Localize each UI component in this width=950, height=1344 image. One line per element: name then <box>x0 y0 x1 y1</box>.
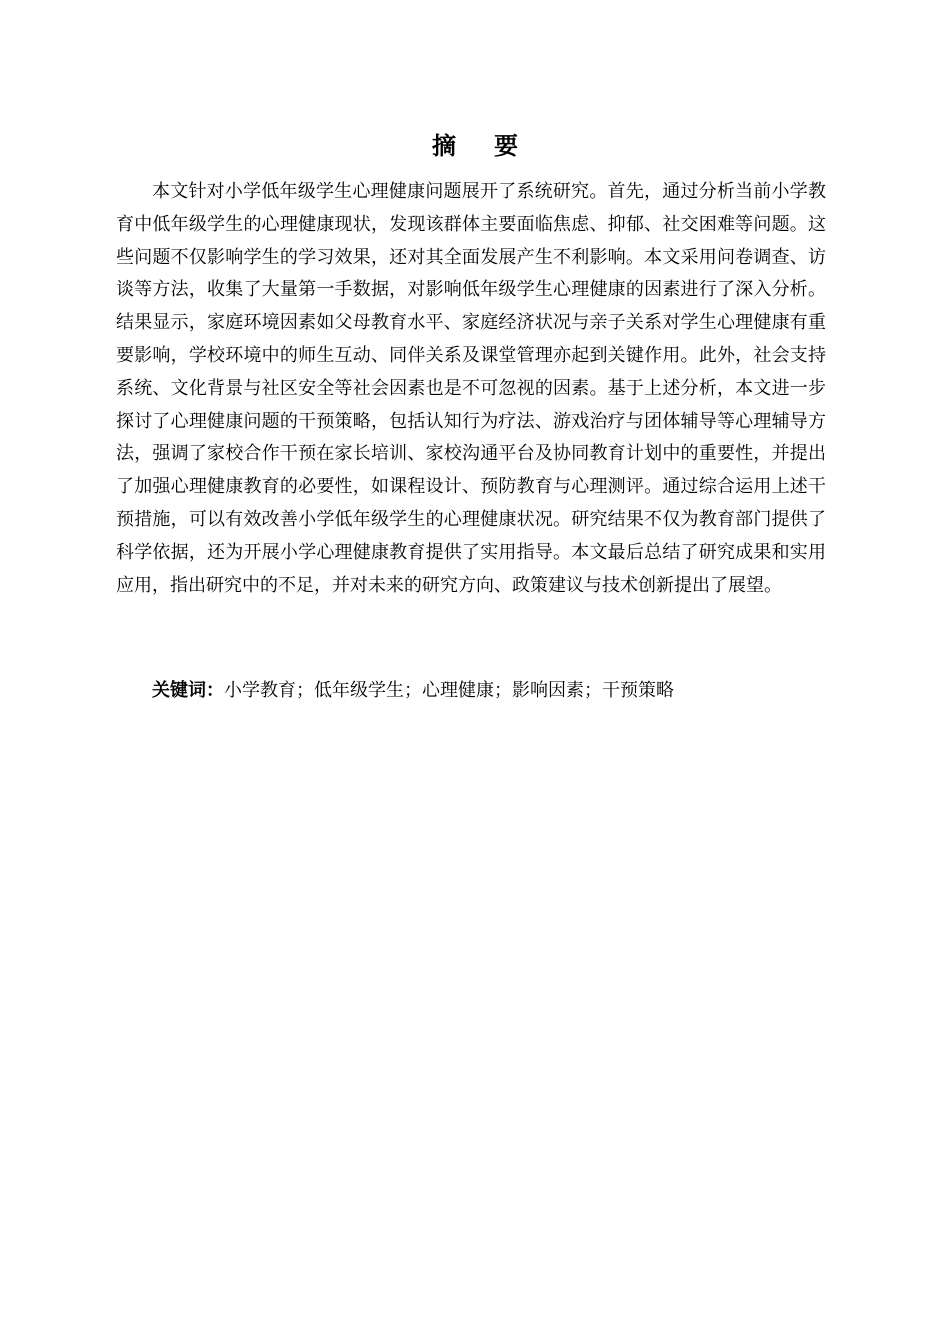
keywords-line <box>152 676 832 706</box>
title-char-1: 摘 <box>432 132 456 160</box>
abstract-title <box>0 128 950 164</box>
keywords-label: 关键词： <box>152 680 224 701</box>
abstract-body: 本文针对小学低年级学生心理健康问题展开了系统研究。首先，通过分析当前小学教育中低年级学生的心理健康现状，发现该群体主要面临焦虑、抑郁、社交困难等问题。这些问题不仅影响学生的学习效果，还对其全面发展产生不利影响。本文采用问卷调查、访谈等方法，收集了大量第一手数据，对影响低年级学生心理健康的因素进行了深入分析。结果显示，家庭环境因素如父母教育水平、家庭经济状况与亲子关系对学生心理健康有重要影响，学校环境中的师生互动、同伴关系及课堂管理亦起到关键作用。此外，社会支持系统、文化背景与社区安全等社会因素也是不可忽视的因素。基于上述分析，本文进一步探讨了心理健康问题的干预策略，包括认知行为疗法、游戏治疗与团体辅导等心理辅导方法，强调了家校合作干预在家长培训、家校沟通平台及协同教育计划中的重要性，并提出了加强心理健康教育的必要性，如课程设计、预防教育与心理测评。通过综合运用上述干预措施，可以有效改善小学低年级学生的心理健康状况。研究结果不仅为教育部门提供了科学依据，还为开展小学心理健康教育提供了实用指导。本文最后总结了研究成果和实用应用，指出研究中的不足，并对未来的研究方向、政策建议与技术创新提出了展望。 <box>116 181 826 596</box>
keywords-list: 小学教育；低年级学生；心理健康；影响因素；干预策略 <box>224 680 674 701</box>
title-char-2: 要 <box>494 132 518 160</box>
